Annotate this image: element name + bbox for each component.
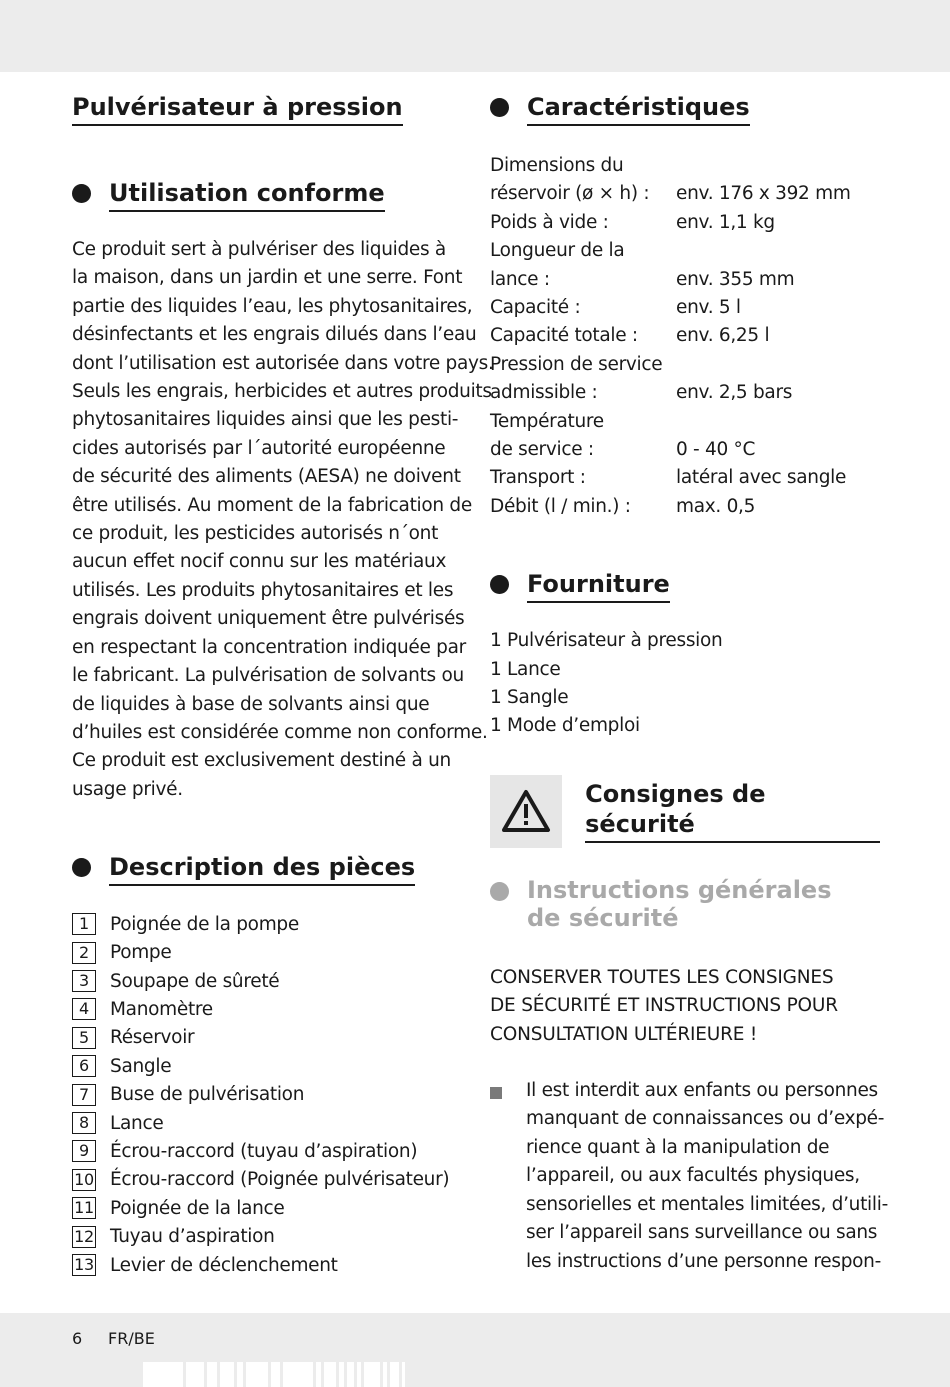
- notice-line: CONSULTATION ULTÉRIEURE !: [490, 1023, 758, 1045]
- keep-instructions-notice: [490, 964, 880, 1049]
- warning-icon: [490, 775, 562, 848]
- part-label: Écrou-raccord (tuyau d’aspiration): [110, 1140, 418, 1162]
- spec-label: Débit (l / min.) :: [490, 495, 631, 517]
- spec-row: [490, 266, 851, 294]
- part-number-badge: 5: [72, 1027, 96, 1049]
- general-heading-line-2: de sécurité: [527, 903, 679, 932]
- square-bullet-icon: [490, 1087, 502, 1099]
- spec-row: [490, 493, 851, 521]
- supply-heading-row: [490, 569, 880, 603]
- spec-value: max. 0,5: [676, 495, 756, 517]
- part-number-badge: 4: [72, 998, 96, 1020]
- part-item: [72, 1194, 462, 1222]
- use-paragraph: [72, 236, 494, 804]
- paragraph-line: dont l’utilisation est autorisée dans votre pays.: [72, 352, 494, 374]
- spec-value: env. 2,5 bars: [676, 382, 793, 404]
- spec-label: Température: [490, 410, 604, 432]
- part-label: Poignée de la lance: [110, 1197, 285, 1219]
- spec-value: [676, 237, 851, 265]
- part-item: [72, 995, 462, 1023]
- spec-value: env. 355 mm: [676, 268, 795, 290]
- spec-row: [490, 209, 851, 237]
- part-label: Tuyau d’aspiration: [110, 1226, 275, 1248]
- paragraph-line: être utilisés. Au moment de la fabrication de: [72, 494, 472, 516]
- part-number-badge: 2: [72, 942, 96, 964]
- spec-value: [676, 408, 851, 436]
- paragraph-line: usage privé.: [72, 778, 183, 800]
- paragraph-line: ser l’appareil sans surveillance ou sans: [526, 1222, 878, 1244]
- spec-row: [490, 408, 851, 436]
- supply-list: [490, 627, 880, 741]
- paragraph-line: Ce produit est exclusivement destiné à un: [72, 750, 451, 772]
- right-column: [490, 92, 888, 1276]
- use-heading: Utilisation conforme: [109, 178, 385, 212]
- part-item: [72, 939, 462, 967]
- paragraph-line: aucun effet nocif connu sur les matériaux: [72, 551, 447, 573]
- part-label: Levier de déclenchement: [110, 1254, 338, 1276]
- paragraph-line: ce produit, les pesticides autorisés n´ont: [72, 523, 439, 545]
- part-number-badge: 7: [72, 1084, 96, 1106]
- notice-line: CONSERVER TOUTES LES CONSIGNES: [490, 966, 834, 988]
- safety-heading: Consignes de sécurité: [585, 779, 880, 843]
- paragraph-line: Il est interdit aux enfants ou personnes: [526, 1080, 878, 1102]
- bullet-icon: [490, 98, 509, 117]
- bullet-icon: [72, 184, 91, 203]
- spec-label: admissible :: [490, 382, 598, 404]
- spec-label: Poids à vide :: [490, 211, 609, 233]
- part-label: Buse de pulvérisation: [110, 1084, 305, 1106]
- spec-row: [490, 237, 851, 265]
- paragraph-line: d’huiles est considérée comme non conforme.: [72, 721, 488, 743]
- spec-heading: Caractéristiques: [527, 92, 750, 126]
- general-heading: [527, 876, 831, 934]
- paragraph-line: utilisés. Les produits phytosanitaires et les: [72, 579, 454, 601]
- spec-row: [490, 351, 851, 379]
- part-number-badge: 10: [72, 1169, 96, 1191]
- supply-heading: Fourniture: [527, 569, 670, 603]
- spec-label: réservoir (ø × h) :: [490, 183, 650, 205]
- part-item: [72, 1052, 462, 1080]
- page-title: Pulvérisateur à pression: [72, 92, 403, 126]
- part-label: Soupape de sûreté: [110, 970, 280, 992]
- spec-row: [490, 464, 851, 492]
- spec-row: [490, 294, 851, 322]
- paragraph-line: engrais doivent uniquement être pulvérisés: [72, 608, 465, 630]
- spec-label: Dimensions du: [490, 155, 624, 176]
- part-label: Manomètre: [110, 998, 213, 1020]
- paragraph-line: de sécurité des aliments (AESA) ne doivent: [72, 466, 461, 488]
- paragraph-line: manquant de connaissances ou d’expé-: [526, 1108, 885, 1130]
- paragraph-line: cides autorisés par l´autorité européenne: [72, 437, 446, 459]
- part-item: [72, 1024, 462, 1052]
- supply-item: 1 Sangle: [490, 687, 569, 709]
- parts-list: [72, 910, 462, 1279]
- spec-table: [490, 152, 851, 521]
- top-band: [0, 0, 950, 72]
- general-heading-line-1: Instructions générales: [527, 875, 832, 904]
- print-bar-strip: [143, 1362, 408, 1387]
- supply-item: 1 Lance: [490, 658, 561, 680]
- part-label: Sangle: [110, 1055, 172, 1077]
- spec-row: [490, 180, 851, 208]
- part-number-badge: 9: [72, 1140, 96, 1162]
- paragraph-line: Ce produit sert à pulvériser des liquides à: [72, 239, 446, 260]
- spec-label: Pression de service: [490, 353, 663, 375]
- safety-item: [490, 1077, 888, 1276]
- part-item: [72, 1222, 462, 1250]
- part-number-badge: 8: [72, 1112, 96, 1134]
- bullet-icon: [490, 575, 509, 594]
- paragraph-line: partie des liquides l’eau, les phytosanitaires,: [72, 295, 473, 317]
- left-column: [72, 92, 494, 1279]
- paragraph-line: en respectant la concentration indiquée par: [72, 636, 466, 658]
- paragraph-line: phytosanitaires liquides ainsi que les pesti-: [72, 409, 459, 431]
- spec-row: [490, 379, 851, 407]
- part-item: [72, 1109, 462, 1137]
- general-heading-row: [490, 876, 880, 934]
- part-item: [72, 967, 462, 995]
- part-number-badge: 3: [72, 970, 96, 992]
- spec-label: Transport :: [490, 467, 586, 489]
- spec-label: Longueur de la: [490, 240, 625, 262]
- part-label: Pompe: [110, 942, 172, 964]
- safety-item-text: [526, 1077, 888, 1276]
- spec-heading-row: [490, 92, 880, 126]
- page-number: 6: [72, 1329, 83, 1348]
- part-number-badge: 1: [72, 913, 96, 935]
- spec-row: [490, 322, 851, 350]
- spec-value: 0 - 40 °C: [676, 439, 756, 461]
- paragraph-line: l’appareil, ou aux facultés physiques,: [526, 1165, 860, 1187]
- locale-code: FR/BE: [108, 1329, 155, 1348]
- spec-value: env. 176 x 392 mm: [676, 183, 851, 205]
- parts-heading-row: [72, 852, 462, 886]
- spec-row: [490, 152, 851, 180]
- notice-line: DE SÉCURITÉ ET INSTRUCTIONS POUR: [490, 995, 838, 1017]
- paragraph-line: rience quant à la manipulation de: [526, 1136, 830, 1158]
- part-label: Poignée de la pompe: [110, 913, 299, 935]
- part-label: Réservoir: [110, 1027, 195, 1049]
- spec-row: [490, 436, 851, 464]
- spec-label: lance :: [490, 268, 550, 290]
- safety-heading-row: [490, 775, 880, 848]
- part-number-badge: 12: [72, 1226, 96, 1248]
- part-label: Lance: [110, 1112, 164, 1134]
- part-item: [72, 1166, 462, 1194]
- spec-value: latéral avec sangle: [676, 467, 847, 489]
- spec-value: env. 6,25 l: [676, 325, 770, 347]
- paragraph-line: de liquides à base de solvants ainsi que: [72, 693, 430, 715]
- paragraph-line: Seuls les engrais, herbicides et autres produits: [72, 381, 492, 403]
- spec-label: de service :: [490, 439, 594, 461]
- spec-label: Capacité :: [490, 297, 581, 319]
- supply-item: 1 Mode d’emploi: [490, 715, 640, 737]
- spec-value: [676, 351, 851, 379]
- part-item: [72, 1080, 462, 1108]
- use-heading-row: [72, 178, 462, 212]
- bullet-icon: [72, 858, 91, 877]
- spec-value: [676, 152, 851, 180]
- part-number-badge: 11: [72, 1197, 96, 1219]
- spec-value: env. 1,1 kg: [676, 211, 775, 233]
- part-number-badge: 13: [72, 1254, 96, 1276]
- supply-item: 1 Pulvérisateur à pression: [490, 630, 723, 652]
- part-item: [72, 1137, 462, 1165]
- bullet-icon: [490, 882, 509, 901]
- spec-value: env. 5 l: [676, 297, 741, 319]
- paragraph-line: la maison, dans un jardin et une serre. Font: [72, 267, 463, 289]
- spec-label: Capacité totale :: [490, 325, 638, 347]
- part-number-badge: 6: [72, 1055, 96, 1077]
- paragraph-line: désinfectants et les engrais dilués dans l’eau: [72, 324, 477, 346]
- part-label: Écrou-raccord (Poignée pulvérisateur): [110, 1169, 450, 1191]
- paragraph-line: les instructions d’une personne respon-: [526, 1250, 881, 1272]
- paragraph-line: sensorielles et mentales limitées, d’utili-: [526, 1193, 888, 1215]
- paragraph-line: le fabricant. La pulvérisation de solvants ou: [72, 665, 464, 687]
- part-item: [72, 910, 462, 938]
- part-item: [72, 1251, 462, 1279]
- parts-heading: Description des pièces: [109, 852, 415, 886]
